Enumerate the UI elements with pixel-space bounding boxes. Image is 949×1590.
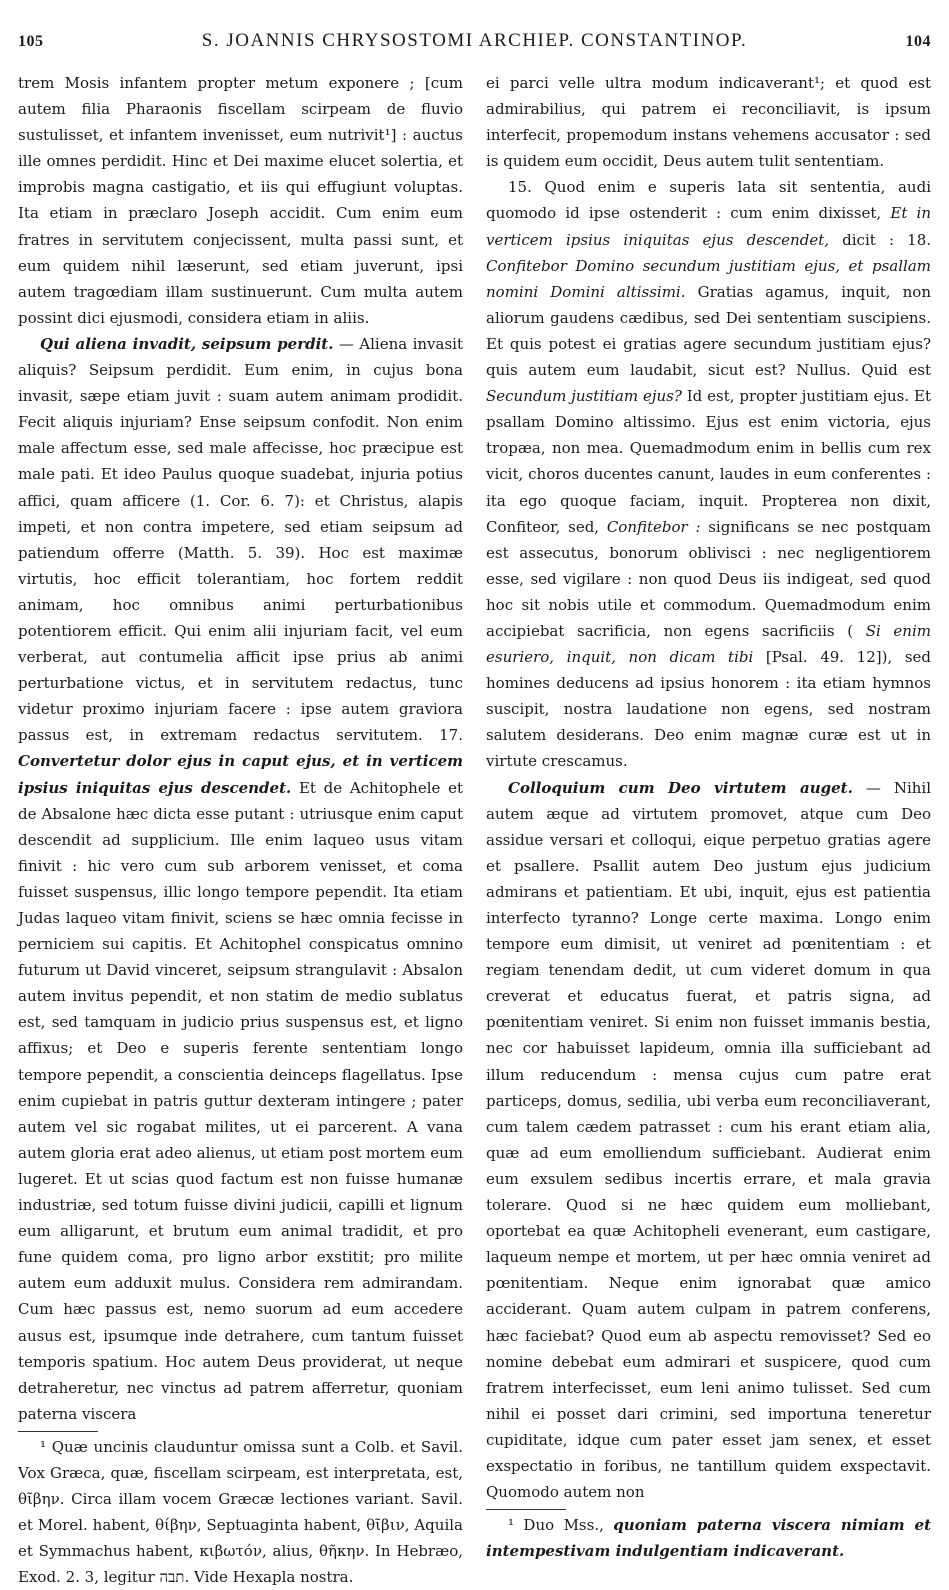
psalm-verse: Convertetur dolor ejus in caput ejus, et in verticem ipsius iniquitas ejus descendet.	[18, 752, 463, 797]
right-paragraph-1: ei parci velle ultra modum indicaverant¹; et quod est admirabilius, qui patrem ei reconciliavit, is ipsum interfecit, propemodum instans vehemens accusator : sed is quidem eum occidit, Deus autem tulit sententiam.	[486, 74, 931, 171]
running-title: S. JOANNIS CHRYSOSTOMI ARCHIEP. CONSTANTINOP.	[201, 30, 748, 51]
psalm-verse-2: Confitebor Domino secundum justitiam ejus, et psallam nomini Domini altissimi.	[486, 256, 931, 301]
right-column	[486, 70, 931, 1590]
right-paragraph-2-part-b: dicit : 18.	[829, 230, 932, 249]
section-heading-2: Colloquium cum Deo virtutem auget.	[508, 778, 853, 797]
psalm-verse-1: Et in verticem ipsius iniquitas ejus descendet,	[486, 204, 931, 249]
left-paragraph-1: trem Mosis infantem propter metum exponere ; [cum autem filia Pharaonis fiscellam scirpeam de fluvio sustulisset, et infantem invenisset, eum nutrivit¹] : auctus ille omnes perdidit. Hinc et Dei maxime elucet solertia, et improbis magna castigatio, et iis qui effugiunt voluptas. Ita etiam in præclaro Joseph accidit. Cum enim eum fratres in servitutem conjecissent, multa passi sunt, et eum quidem nihil læserunt, sed etiam juverunt, ipsi autem tragœdiam illam sustinuerunt. Cum multa autem possint dici ejusmodi, considera etiam in aliis.	[18, 74, 463, 327]
right-paragraph-3-body: — Nihil autem æque ad virtutem promovet, atque cum Deo assidue versari et colloqui, eique perpetuo gratias agere et psallere. Psallit autem Deo justum ejus judicium admirans et patientiam. Et ubi, inquit, ejus est patientia interfecto tyranno? Longe certe maxima. Longo enim tempore eum dimisit, ut veniret ad pœnitentiam : et regiam tenendam dedit, ut cum videret domum in qua creverat et educatus fuerat, et patris signa, ad pœnitentiam veniret. Si enim non fuisset immanis bestia, nec cor habuisset lapideum, omnia illa sufficiebant ad illum reducendum : mensa cujus cum patre erat particeps, domus, sedilia, ubi verba eum reconciliaverant, cum talem cædem patrasset : cum his erant etiam alia, quæ ad eum emolliendum sufficiebant. Audierat enim eum exsulem sedibus incertis errare, et mala gravia tolerare. Quod si ne hæc quidem eum molliebant, oportebat ea quæ Achitopheli evenerant, eum castigare, laqueum nempe et mortem, ut per hæc omnia veniret ad pœnitentiam. Neque enim ignorabat quæ amico acciderant. Quam autem culpam in patrem conferens, hæc faciebat? Quod eum ab aspectu removisset? Sed eo nomine debebat eum admirari et suspicere, quod cum fratrem interfecisset, eum leni animo tulisset. Sed cum nihil ei posset dari crimini, sed importuna teneretur cupiditate, idque cum pater esset jam senex, et esset exspectatio in foribus, ne tantillum quidem exspectavit. Quomodo autem non	[486, 778, 931, 1502]
right-paragraph-2-part-a: 15. Quod enim e superis lata sit sententia, audi quomodo id ipse ostenderit : cum enim dixisset,	[486, 178, 931, 223]
right-footnote-text: quoniam paterna viscera nimiam et intempestivam indulgentiam indicaverant.	[486, 1516, 931, 1561]
right-paragraph-2-part-d: Id est, propter justitiam ejus. Et psallam Domino altissimo. Ejus est enim victoria, ejus tropæa, non mea. Quemadmodum enim in bellis cum rex vicit, choros ducentes canunt, laudes in eum conferentes : ita ego quoque faciam, inquit. Propterea non dixit, Confiteor, sed,	[486, 387, 931, 536]
text-columns	[18, 70, 931, 1590]
left-paragraph-2	[18, 331, 463, 1427]
psalm-verse-4: Confitebor :	[606, 517, 701, 536]
left-paragraph-2-body: — Aliena invasit aliquis? Seipsum perdidit. Eum enim, in cujus bona invasit, sæpe etiam juvit : suam autem animam prodidit. Fecit aliquis injuriam? Ense seipsum confodit. Non enim male affectum esse, sed male affecisse, hoc præcipue est male pati. Et ideo Paulus quoque suadebat, injuria potius affici, quam afficere (1. Cor. 6. 7): et Christus, alapis impeti, et non contra impetere, sed etiam seipsum ad patiendum offerre (Matth. 5. 39). Hoc est maximæ virtutis, hoc efficit tolerantiam, hoc fortem reddit animam, hoc omnibus animi perturbationibus potentiorem efficit. Qui enim alii injuriam facit, vel eum verberat, aut contumelia afficit ipse prius ab animi perturbatione victus, et in servitutem redactus, tunc videtur proximo injuriam facere : ipse autem graviora passus est, in extremam redactus servitutem. 17.	[18, 334, 463, 745]
left-page-number: 105	[18, 33, 44, 50]
right-paragraph-2-part-e: significans se nec postquam est assecutus, bonorum oblivisci : nec negligentiorem esse, sed vigilare : non quod Deus iis indigeat, sed quod hoc sit nobis utile et commodum. Quemadmodum enim accipiebat sacrificia, non egens sacrificiis (	[486, 517, 932, 640]
left-column	[18, 70, 463, 1590]
right-paragraph-2-part-f: [Psal. 49. 12]), sed homines deducens ad ipsius honorem : ita etiam hymnos suscipit, nostra laudatione non egens, sed nostram salutem desiderans. Deo enim magnæ curæ est ut in virtute crescamus.	[486, 648, 931, 771]
running-header	[18, 30, 931, 58]
right-footnote-lead: ¹ Duo Mss.,	[508, 1516, 614, 1535]
left-paragraph-2-end: Et de Achitophele et de Absalone hæc dicta esse putant : utriusque enim caput descendit ad supplicium. Ille enim laqueo usus vitam finivit : hic vero cum sub arborem venisset, et coma fuisset suspensus, illic longo tempore pependit. Ita etiam Judas laqueo vitam finivit, sciens se hæc omnia fecisse in perniciem sui capitis. Et Achitophel conspicatus omnino futurum ut David vinceret, seipsum strangulavit : Absalon autem invitus pependit, et non statim de medio sublatus est, sed tamquam in judicio prius suspensus est, et ligno affixus; et Deo e superis ferente sententiam longo tempore pependit, a conscientia deinceps flagellatus. Ipse enim cupiebat in patris guttur dexteram intingere ; pater autem vel sic rogabat milites, ut ei parcerent. A vana autem gloria erat adeo alienus, ut etiam post mortem eum lugeret. Et ut scias quod factum est non fuisse humanæ industriæ, sed totum fuisse divini judicii, capilli et lignum eum alligarunt, et brutum eum animal tradidit, et pro fune quidem coma, pro ligno arbor exstitit; pro milite autem eum adduxit mulus. Considera rem admirandam. Cum hæc passus est, nemo suorum ad eum accedere ausus est, ipsumque inde detrahere, cum tantum fuisset temporis spatium. Hoc autem Deus providerat, ut neque detraheretur, nec vinctus ad patrem afferretur, quoniam paterna viscera	[18, 778, 463, 1423]
left-footnote: ¹ Quæ uncinis clauduntur omissa sunt a Colb. et Savil. Vox Græca, quæ, fiscellam scirpeam, est interpretata, est, θῖβην. Circa illam vocem Græcæ lectiones variant. Savil. et Morel. habent, θίβην, Septuaginta habent, θῖβιν, Aquila et Symmachus habent, κιβωτόν, alius, θῆκην. In Hebræo, Exod. 2. 3, legitur תבה. Vide Hexapla nostra.	[18, 1437, 463, 1587]
psalm-verse-3: Secundum justitiam ejus?	[486, 387, 682, 406]
right-page-number: 104	[905, 33, 931, 50]
right-paragraph-2-part-c: Gratias agamus, inquit, non aliorum gaudens cædibus, sed Dei sententiam suscipiens. Et quis potest ei gratias agere secundum justitiam ejus? quis autem eum laudabit, sicut est? Nullus. Quid est	[486, 282, 931, 380]
section-heading: Qui aliena invadit, seipsum perdit.	[40, 334, 334, 353]
right-paragraph-2	[486, 174, 931, 774]
footnote-rule	[18, 1431, 98, 1432]
footnote-rule-right	[486, 1509, 566, 1510]
psalm-verse-5: Si enim esuriero, inquit, non dicam tibi	[486, 621, 931, 667]
right-paragraph-3	[486, 775, 931, 1506]
right-footnote	[486, 1512, 931, 1564]
